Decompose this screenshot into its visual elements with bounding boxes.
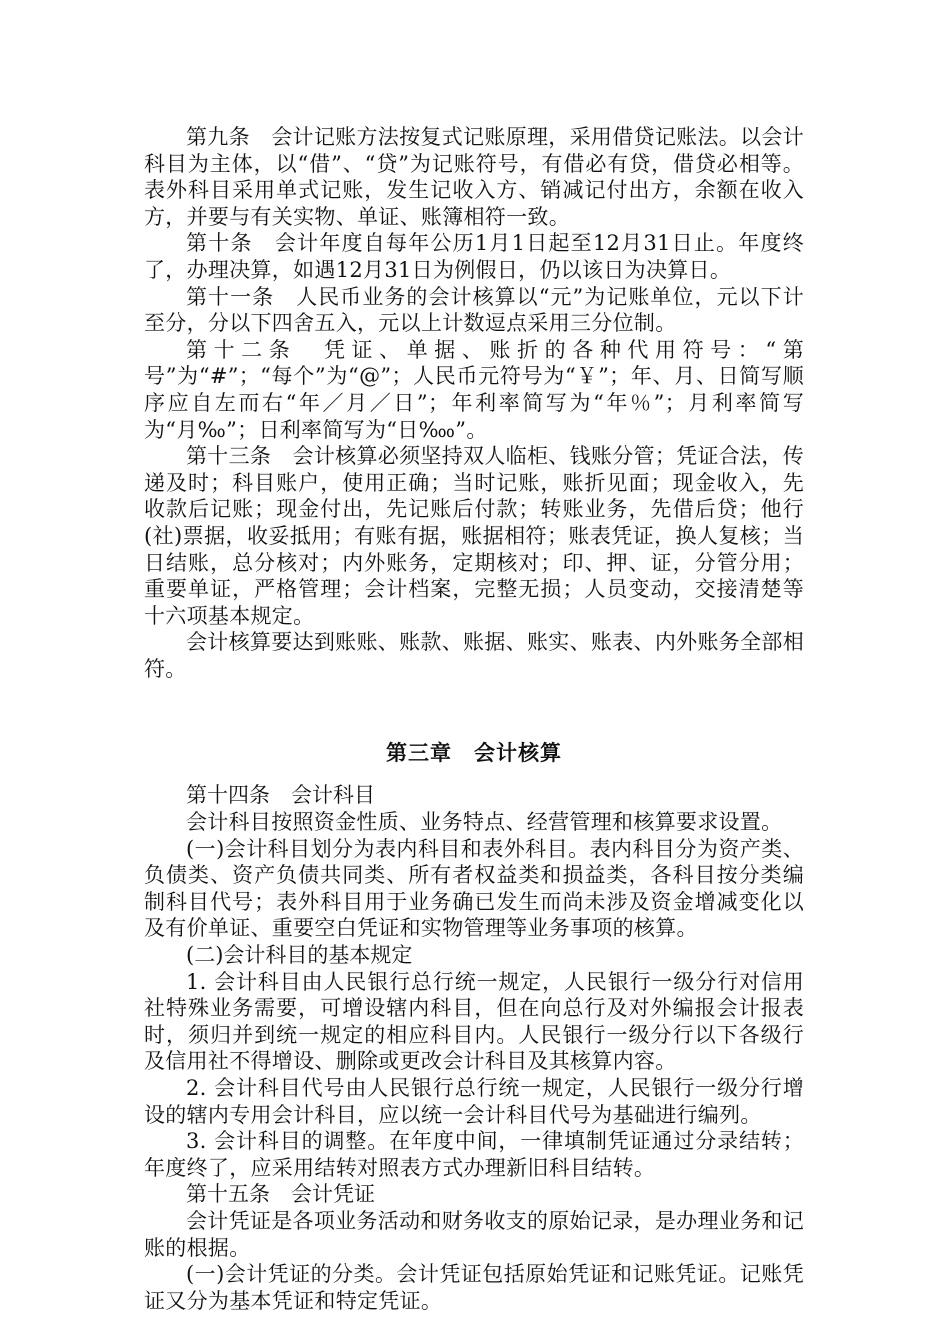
chapter-heading (144, 682, 804, 782)
article-13: 第十三条 会计核算必须坚持双人临柜、钱账分管；凭证合法，传递及时；科目账户，使用正确；当时记账，账折见面；现金收入，先收款后记账；现金付出，先记账后付款；转账业务，先借后贷；他行(社)票据，收妥抵用；有账有据，账据相符；账表凭证，换人复核；当日结账，总分核对；内外账务，定期核对；印、押、证，分管分用；重要单证，严格管理；会计档案，完整无损；人员变动，交接清楚等十六项基本规定。 (144, 444, 804, 628)
accounting-summary-paragraph: 会计核算要达到账账、账款、账据、账实、账表、内外账务全部相符。 (144, 630, 804, 681)
article-15-item-1: (一)会计凭证的分类。会计凭证包括原始凭证和记账凭证。记账凭证又分为基本凭证和特定凭证。 (144, 1262, 804, 1313)
article-15-heading: 第十五条 会计凭证 (186, 1182, 375, 1207)
article-14-rule-3: 3. 会计科目的调整。在年度中间，一律填制凭证通过分录结转；年度终了，应采用结转对照表方式办理新旧科目结转。 (144, 1129, 804, 1180)
article-14-item-1: (一)会计科目划分为表内科目和表外科目。表内科目分为资产类、负债类、资产负债共同类、所有者权益类和损益类，各科目按分类编制科目代号；表外科目用于业务确已发生而尚未涉及资金增减变化以及有价单证、重要空白凭证和实物管理等业务事项的核算。 (144, 836, 804, 941)
article-14-intro: 会计科目按照资金性质、业务特点、经营管理和核算要求设置。 (186, 810, 783, 835)
article-15-intro: 会计凭证是各项业务活动和财务收支的原始记录，是办理业务和记账的根据。 (144, 1208, 804, 1260)
article-14-rule-1: 1. 会计科目由人民银行总行统一规定，人民银行一级分行对信用社特殊业务需要，可增设辖内科目，但在向总行及对外编报会计报表时，须归并到统一规定的相应科目内。人民银行一级分行以下各级行及信用社不得增设、删除或更改会计科目及其核算内容。 (144, 969, 804, 1074)
chapter-title: 第三章 会计核算 (386, 740, 562, 766)
article-14-item-2-heading: (二)会计科目的基本规定 (186, 943, 413, 968)
article-10: 第十条 会计年度自每年公历1月1日起至12月31日止。年度终了，办理决算，如遇12月31日为例假日，仍以该日为决算日。 (144, 231, 804, 282)
article-12: 第十二条 凭证、单据、账折的各种代用符号：“第号”为“#”；“每个”为“@”；人民币元符号为“￥”；年、月、日简写顺序应自左而右“年／月／日”；年利率简写为“年％”；月利率简写为“月‰”；日利率简写为“日‱”。 (144, 337, 804, 442)
article-14-heading: 第十四条 会计科目 (186, 783, 375, 808)
article-9: 第九条 会计记账方法按复式记账原理，采用借贷记账法。以会计科目为主体，以“借”、“贷”为记账符号，有借必有贷，借贷必相等。表外科目采用单式记账，发生记收入方、销减记付出方，余额在收入方，并要与有关实物、单证、账簿相符一致。 (144, 125, 804, 229)
article-14-rule-2: 2. 会计科目代号由人民银行总行统一规定，人民银行一级分行增设的辖内专用会计科目，应以统一会计科目代号为基础进行编列。 (144, 1076, 804, 1127)
article-11: 第十一条 人民币业务的会计核算以“元”为记账单位，元以下计至分，分以下四舍五入，元以上计数逗点采用三分位制。 (144, 284, 804, 336)
document-page (144, 124, 804, 1314)
